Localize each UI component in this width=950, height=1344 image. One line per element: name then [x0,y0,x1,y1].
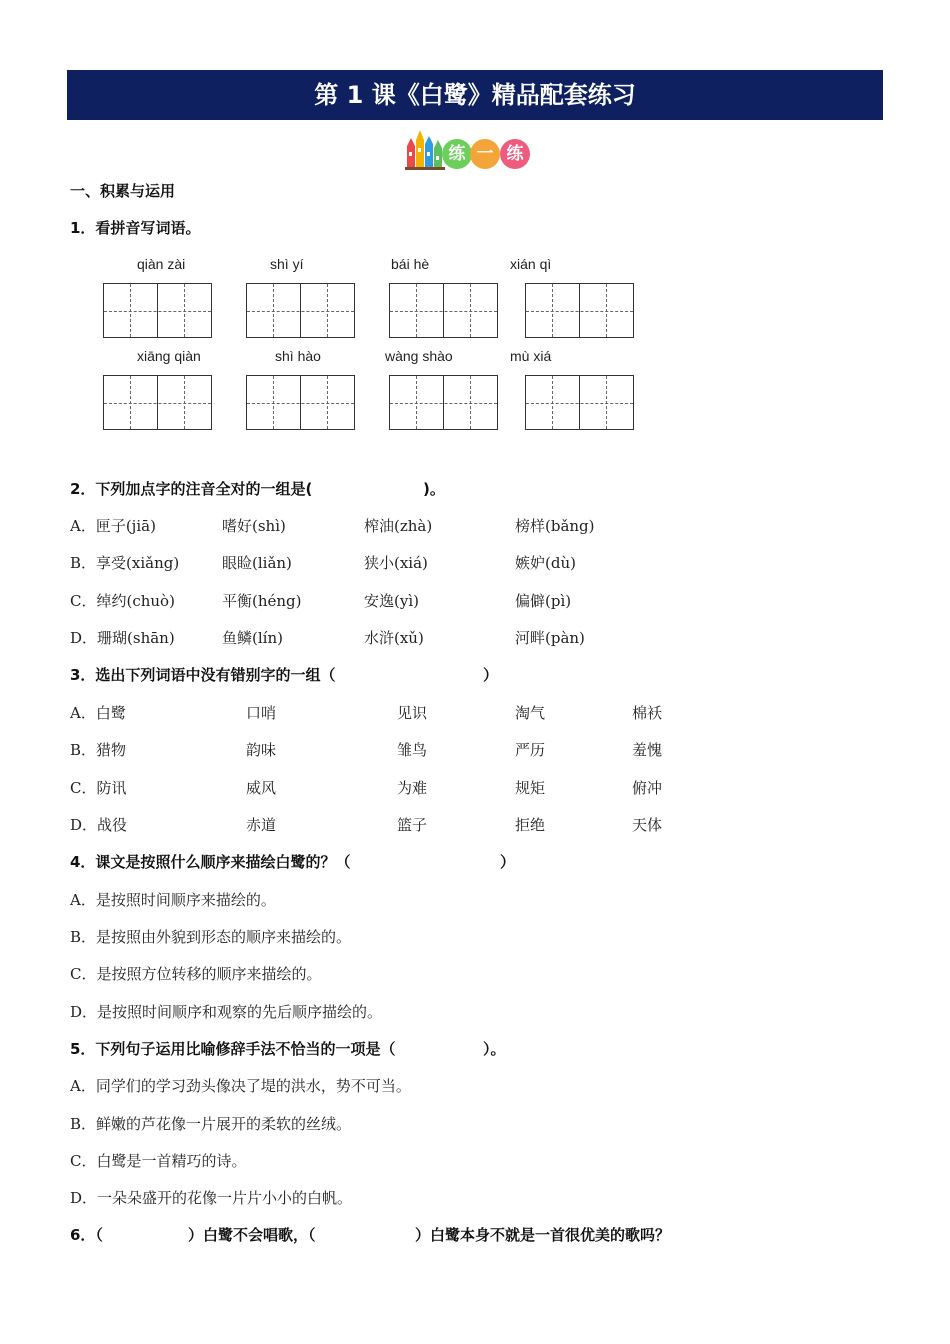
option: 眼睑(liǎn) [222,554,292,572]
pinyin: shì hào [275,348,321,364]
option: 榨油(zhà) [364,517,433,535]
option: 棉袄 [632,704,663,722]
pinyin: wàng shào [385,348,453,364]
writing-grid[interactable] [246,375,355,430]
answer-blank-close: ） [483,666,499,684]
option: B．猎物 [70,741,127,759]
option: 俯冲 [632,779,663,797]
option: 狭小(xiá) [364,554,428,572]
option: 安逸(yì) [364,592,419,610]
option: 篮子 [397,816,428,834]
option: 天体 [632,816,663,834]
section-title: 一、积累与运用 [70,182,176,200]
option: A．是按照时间顺序来描绘的。 [70,891,276,909]
pinyin: bái hè [391,256,430,272]
option: B．享受(xiǎng) [70,554,180,572]
pinyin: qiàn zài [137,256,186,272]
option: C．是按照方位转移的顺序来描绘的。 [70,965,322,983]
writing-grid[interactable] [525,375,634,430]
option: A．同学们的学习劲头像决了堤的洪水，势不可当。 [70,1077,411,1095]
writing-grid[interactable] [103,283,212,338]
option: 为难 [397,779,428,797]
option: B．是按照由外貌到形态的顺序来描绘的。 [70,928,352,946]
option: 赤道 [246,816,277,834]
question-4-title: 4．课文是按照什么顺序来描绘白鹭的？（ [70,853,351,871]
question-1-title: 1．看拼音写词语。 [70,219,201,237]
writing-grid[interactable] [389,375,498,430]
option: A．白鹭 [70,704,126,722]
question-6-part-3: ）白鹭本身不就是一首很优美的歌吗？ [415,1226,671,1244]
option: 口哨 [246,704,277,722]
question-5-title: 5．下列句子运用比喻修辞手法不恰当的一项是（ [70,1040,396,1058]
option: D．一朵朵盛开的花像一片片小小的白帆。 [70,1189,353,1207]
pinyin: xián qì [510,256,552,272]
pinyin: xiāng qiàn [137,348,201,364]
pinyin: mù xiá [510,348,552,364]
option: C．绰约(chuò) [70,592,175,610]
option: 嫉妒(dù) [515,554,576,572]
writing-grid[interactable] [246,283,355,338]
page-title: 第 1 课《白鹭》精品配套练习 [67,70,883,120]
option: D．战役 [70,816,128,834]
option: B．鲜嫩的芦花像一片展开的柔软的丝绒。 [70,1115,352,1133]
writing-grid[interactable] [389,283,498,338]
answer-blank-close: ） [500,853,516,871]
option: 平衡(héng) [222,592,302,610]
logo-char-1: 练 [442,139,472,169]
logo-char-3: 练 [500,139,530,169]
pinyin: shì yí [270,256,304,272]
option: C．防讯 [70,779,127,797]
writing-grid[interactable] [103,375,212,430]
option: 榜样(bǎng) [515,517,595,535]
option: 偏僻(pì) [515,592,572,610]
answer-blank-close: )。 [423,480,445,498]
question-6-part-1: 6．（ [70,1226,103,1244]
question-2-title: 2．下列加点字的注音全对的一组是( [70,480,313,498]
option: 拒绝 [515,816,546,834]
option: 鱼鳞(lín) [222,629,283,647]
option: 见识 [397,704,428,722]
option: D．珊瑚(shān) [70,629,175,647]
writing-grid[interactable] [525,283,634,338]
question-3-title: 3．选出下列词语中没有错别字的一组（ [70,666,336,684]
practice-logo [404,128,534,172]
option: 威风 [246,779,277,797]
option: C．白鹭是一首精巧的诗。 [70,1152,247,1170]
answer-blank-close: ）。 [483,1040,506,1058]
option: 严历 [515,741,546,759]
option: 淘气 [515,704,546,722]
option: 水浒(xǔ) [364,629,424,647]
logo-char-2: 一 [470,139,500,169]
option: 河畔(pàn) [515,629,585,647]
option: 规矩 [515,779,546,797]
option: A．匣子(jiā) [70,517,156,535]
option: D．是按照时间顺序和观察的先后顺序描绘的。 [70,1003,383,1021]
question-6-part-2: ）白鹭不会唱歌，（ [188,1226,316,1244]
option: 韵味 [246,741,277,759]
option: 嗜好(shì) [222,517,286,535]
option: 雏鸟 [397,741,428,759]
option: 羞愧 [632,741,663,759]
